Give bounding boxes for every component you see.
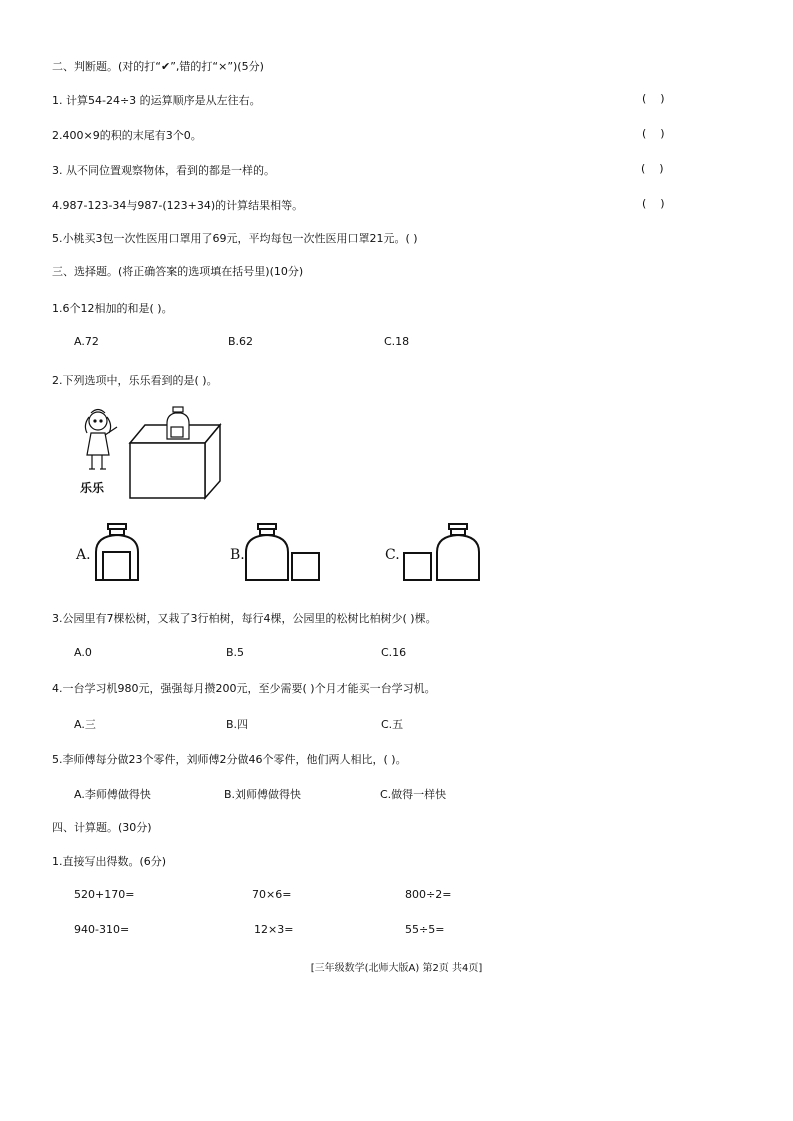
- answer-paren-4[interactable]: ( ): [642, 197, 665, 210]
- q4-option-b[interactable]: B.四: [226, 718, 249, 731]
- q2-option-a-drawing: [93, 522, 143, 582]
- judge-item-3: 3. 从不同位置观察物体，看到的都是一样的。: [52, 164, 275, 177]
- section-3-heading: 三、选择题。(将正确答案的选项填在括号里)(10分): [52, 265, 304, 278]
- choice-q1: 1.6个12相加的和是( )。: [52, 302, 173, 315]
- judge-item-1: 1. 计算54-24÷3 的运算顺序是从左往右。: [52, 94, 261, 107]
- answer-paren-2[interactable]: ( ): [642, 127, 665, 140]
- calc-item: 940-310=: [74, 923, 130, 936]
- q1-option-b[interactable]: B.62: [228, 335, 254, 348]
- bottle-illustration: [167, 407, 189, 439]
- page-footer: [三年级数学(北师大版A) 第2页 共4页]: [310, 963, 483, 974]
- calc-item: 70×6=: [252, 888, 292, 901]
- calc-item: 12×3=: [254, 923, 294, 936]
- q2-option-c-label[interactable]: C.: [385, 547, 400, 563]
- q5-option-b[interactable]: B.刘师傅做得快: [224, 788, 302, 801]
- answer-paren-1[interactable]: ( ): [642, 92, 665, 105]
- choice-q3: 3.公园里有7棵松树，又栽了3行柏树，每行4棵，公园里的松树比柏树少( )棵。: [52, 612, 437, 625]
- q2-option-b-drawing: [243, 522, 323, 582]
- q3-option-a[interactable]: A.0: [74, 646, 92, 659]
- girl-illustration: [85, 410, 117, 470]
- answer-paren-3[interactable]: ( ): [641, 162, 664, 175]
- calc-item: 520+170=: [74, 888, 135, 901]
- judge-item-5: 5.小桃买3包一次性医用口罩用了69元，平均每包一次性医用口罩21元。( ): [52, 232, 418, 245]
- calc-item: 55÷5=: [405, 923, 445, 936]
- judge-item-4: 4.987-123-34与987-(123+34)的计算结果相等。: [52, 199, 304, 212]
- section-4-heading: 四、计算题。(30分): [52, 821, 152, 834]
- q3-option-b[interactable]: B.5: [226, 646, 245, 659]
- section-2-heading: 二、判断题。(对的打“✔”,错的打“×”)(5分): [52, 60, 264, 73]
- q4-option-c[interactable]: C.五: [381, 718, 404, 731]
- choice-q4: 4.一台学习机980元，强强每月攒200元，至少需要( )个月才能买一台学习机。: [52, 682, 436, 695]
- calc-sub-1: 1.直接写出得数。(6分): [52, 855, 167, 868]
- figure-label: 乐乐: [80, 481, 105, 495]
- q2-option-a-label[interactable]: A.: [76, 547, 91, 563]
- q5-option-c[interactable]: C.做得一样快: [380, 788, 447, 801]
- q1-option-c[interactable]: C.18: [384, 335, 410, 348]
- q2-option-c-drawing: [402, 522, 482, 582]
- q3-option-c[interactable]: C.16: [381, 646, 407, 659]
- calc-item: 800÷2=: [405, 888, 452, 901]
- q4-option-a[interactable]: A.三: [74, 718, 96, 731]
- choice-q2: 2.下列选项中，乐乐看到的是( )。: [52, 374, 218, 387]
- choice-q5: 5.李师傅每分做23个零件，刘师傅2分做46个零件，他们两人相比，( )。: [52, 753, 407, 766]
- q2-option-b-label[interactable]: B.: [230, 547, 245, 563]
- q1-option-a[interactable]: A.72: [74, 335, 99, 348]
- q5-option-a[interactable]: A.李师傅做得快: [74, 788, 151, 801]
- judge-item-2: 2.400×9的积的末尾有3个0。: [52, 129, 202, 142]
